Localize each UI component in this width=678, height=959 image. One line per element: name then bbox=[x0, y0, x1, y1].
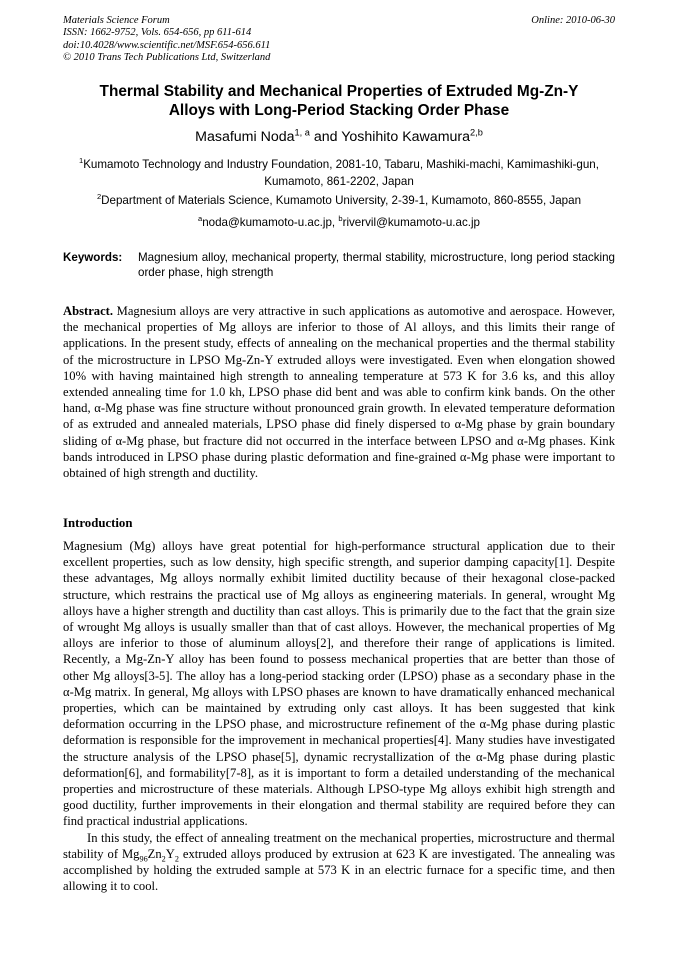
para2-text-a: In this study, the effect of annealing treatment on the mechanical properties, microstructure and thermal stability of bbox=[63, 830, 615, 861]
formula-mg: Mg bbox=[121, 846, 140, 861]
email-line bbox=[63, 214, 615, 231]
author-list bbox=[63, 129, 615, 145]
author-1-sup: 1, a bbox=[294, 127, 310, 138]
journal-header bbox=[63, 15, 270, 64]
paper-title bbox=[63, 82, 615, 120]
formula-zn: Zn bbox=[147, 846, 162, 861]
affiliation-1 bbox=[63, 156, 615, 190]
keywords-label: Keywords: bbox=[63, 251, 123, 264]
author-conjunction: and bbox=[309, 129, 342, 145]
author-1-name: Masafumi Noda bbox=[195, 129, 295, 145]
affiliation-1-num: 1 bbox=[79, 156, 84, 166]
issn-line: ISSN: 1662-9752, Vols. 654-656, pp 611-614 bbox=[63, 27, 252, 39]
affiliation-2-text: Department of Materials Science, Kumamoto University, 2-39-1, Kumamoto, 860-8555, Japan bbox=[101, 194, 582, 207]
keywords-block bbox=[63, 250, 615, 280]
email-a: noda@kumamoto-u.ac.jp, bbox=[202, 216, 339, 229]
author-2-name: Yoshihito Kawamura bbox=[341, 129, 471, 145]
title-line-2: Alloys with Long-Period Stacking Order Phase bbox=[168, 102, 510, 119]
introduction-body bbox=[63, 538, 615, 894]
journal-name: Materials Science Forum bbox=[63, 15, 170, 26]
formula-mg-sub: 96 bbox=[139, 854, 148, 864]
para2-text-b: extruded alloys produced by extrusion at 623 K are investigated. The annealing was accomplished by holding the extruded sample at 573 K in an electric furnace for a specific time, and then allowing it to cool. bbox=[63, 846, 616, 894]
abstract-block bbox=[63, 303, 615, 481]
title-line-1: Thermal Stability and Mechanical Properties of Extruded Mg-Zn-Y bbox=[99, 83, 579, 100]
author-2-sup: 2,b bbox=[470, 127, 483, 138]
formula-y-sub: 2 bbox=[174, 854, 179, 864]
doi-line: doi:10.4028/www.scientific.net/MSF.654-656.611 bbox=[63, 39, 271, 51]
introduction-paragraph-2 bbox=[63, 830, 615, 895]
affiliation-2 bbox=[63, 192, 615, 209]
keywords-text: Magnesium alloy, mechanical property, thermal stability, microstructure, long period stacking order phase, high strength bbox=[138, 251, 615, 279]
email-b-sup: b bbox=[338, 214, 343, 224]
abstract-text: Magnesium alloys are very attractive in such applications as automotive and aerospace. However, the mechanical properties of Mg alloys are inferior to those of Al alloys, and this limits their range of applications. In the present study, effects of annealing on the mechanical properties and the thermal stability of the microstructure in LPSO Mg-Zn-Y extruded alloys were investigated. Even when elongation showed 10% with having maintained high strength to annealing temperature at 573 K for 3.6 ks, and this alloy extended annealing time for 1.0 kh, LPSO phase did bent and was able to confirm kink bands. On the other hand, α-Mg phase was fine structure without pronounced grain growth. In elevated temperature deformation of as extruded and annealed materials, LPSO phase did finely dispersed to α-Mg phase by grain boundary sliding of α-Mg phase, but fracture did not occurred in the interface between LPSO and α-Mg phases. Kink bands introduced in LPSO phase during plastic deformation and fine-grained α-Mg phase were important to obtained of high strength and ductility. bbox=[63, 304, 615, 481]
copyright-line: © 2010 Trans Tech Publications Ltd, Switzerland bbox=[63, 51, 271, 63]
formula-y: Y bbox=[165, 846, 175, 861]
abstract-label: Abstract. bbox=[63, 304, 114, 318]
email-a-sup: a bbox=[198, 214, 203, 224]
email-b: rivervil@kumamoto-u.ac.jp bbox=[342, 216, 480, 229]
affiliation-1-text: Kumamoto Technology and Industry Foundation, 2081-10, Tabaru, Mashiki-machi, Kamimashiki-gun, Kumamoto, 861-2202, Japan bbox=[83, 158, 599, 188]
introduction-paragraph-1: Magnesium (Mg) alloys have great potential for high-performance structural application due to their excellent properties, such as low density, high specific strength, and superior damping capacity[1]. Despite these advantages, Mg alloys normally exhibit limited ductility because of their hexagonal close-packed structure, which restrains the practical use of Mg alloys as engineering materials. In general, wrought Mg alloys have a higher strength and ductility than cast alloys. This is primarily due to the fact that the grain size of wrought Mg alloys is usually smaller than that of cast alloys. However, the mechanical properties of Mg alloys are inferior to those of aluminum alloys[2], and therefore their range of applications is limited. Recently, a Mg-Zn-Y alloy has been found to possess mechanical properties that are better than those of other Mg alloys[3-5]. The alloy has a long-period stacking order (LPSO) phase as a secondary phase in the α-Mg matrix. In general, Mg alloys with LPSO phases are known to have dramatically enhanced mechanical properties, which can be maintained by extruding only cast alloys. It has been suggested that kink deformation occurring in the LPSO phase, and microstructure refinement of the α-Mg phase during plastic deformation is responsible for the improvement in mechanical properties[4]. Many studies have investigated the structure analysis of the LPSO phase[5], dynamic recrystallization of the α-Mg phase during plastic deformation[6], and formability[7-8], as it is important to form a detailed understanding of the mechanical properties and microstructure of these materials. Although LPSO-type Mg alloys exhibit high strength and good ductility, further improvements in their elongation and thermal stability are required before they can find practical industrial applications. bbox=[63, 539, 615, 829]
online-date: Online: 2010-06-30 bbox=[531, 15, 615, 26]
affiliation-2-num: 2 bbox=[96, 192, 102, 202]
formula-zn-sub: 2 bbox=[161, 854, 166, 864]
introduction-heading: Introduction bbox=[63, 516, 133, 530]
